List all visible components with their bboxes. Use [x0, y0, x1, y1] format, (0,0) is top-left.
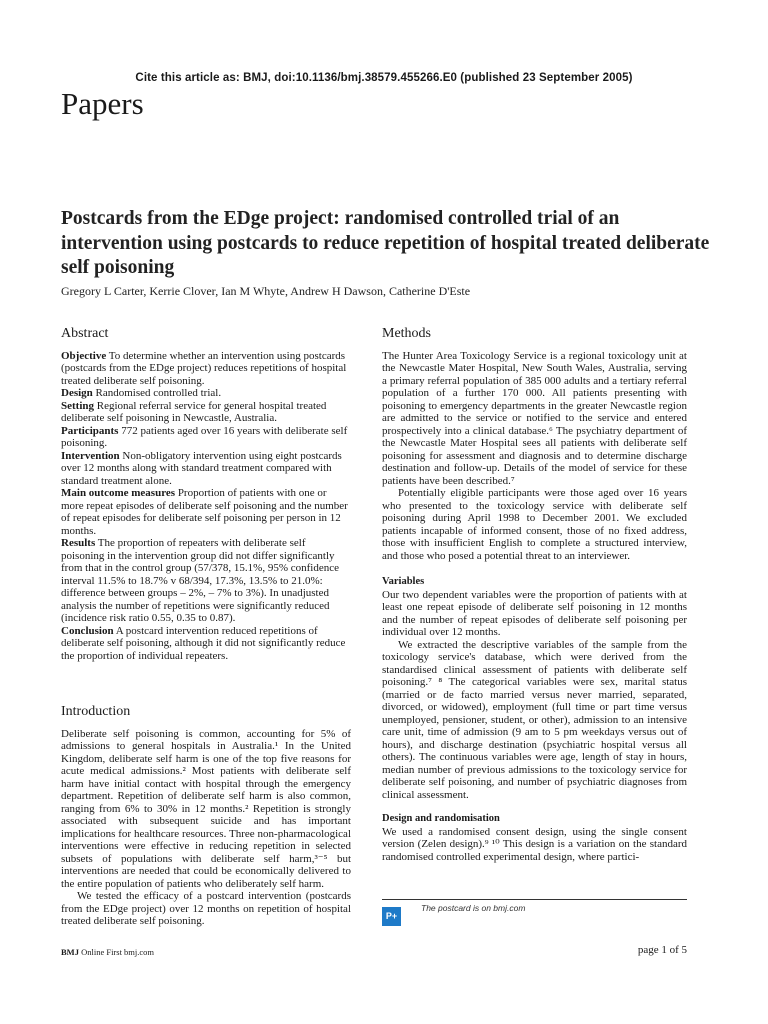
citation-line: Cite this article as: BMJ, doi:10.1136/bmj.38579.455266.E0 (published 23 September 2005) [135, 72, 633, 84]
footer-journal [61, 947, 154, 957]
abstract-item-label: Main outcome measures [61, 487, 176, 499]
abstract-item-label: Design [61, 387, 93, 399]
introduction-paragraph: We tested the efficacy of a postcard intervention (postcards from the EDge project) over 12 months on repetition of hospital treated deliberate self poisoning. [61, 890, 351, 927]
introduction-heading: Introduction [61, 704, 131, 719]
abstract-item [61, 450, 351, 488]
abstract-item-text: Non-obligatory intervention using eight postcards over 12 months along with standard treatment compared with standard treatment alone. [61, 449, 342, 487]
page-number: page 1 of 5 [637, 944, 687, 956]
abstract-item-label: Setting [61, 399, 94, 412]
abstract-item-text: Randomised controlled trial. [92, 387, 222, 399]
author-list: Gregory L Carter, Kerrie Clover, Ian M Whyte, Andrew H Dawson, Catherine D'Este [61, 284, 471, 298]
web-note-divider [382, 899, 687, 900]
web-extra-note[interactable] [382, 903, 687, 927]
introduction-section [61, 706, 351, 928]
section-label: Papers [61, 86, 144, 121]
web-extra-text: The postcard is on bmj.com [421, 903, 526, 913]
abstract-item-text: 772 patients aged over 16 years with deliberate self poisoning. [61, 424, 348, 449]
abstract-item [61, 625, 351, 663]
variables-paragraph: Our two dependent variables were the proportion of patients with at least one repeat episode of deliberate self poisoning in 12 months and the number of repeat episodes of deliberate self poisoning per individual over 12 months. [382, 588, 687, 638]
left-column [61, 328, 351, 928]
abstract-heading: Abstract [61, 326, 109, 341]
variables-paragraph: We extracted the descriptive variables of the sample from the toxicology service's database, which were derived from the standardised clinical assessment of patients with deliberate self poisoning.⁷ ⁸ The categorical variables were sex, marital status (married or de facto married versus never married, separated, divorced, or widowed), employment (full time or part time versus unemployed, pensioner, student, or other), admission to an intensive care unit, time of admission (9 am to 5 pm weekdays versus out of hours), and discharge destination (psychiatric hospital versus all others). The continuous variables were age, length of stay in hours, median number of previous admissions to the toxicology service for deliberate self poisoning, and number of psychiatric diagnoses from clinical assessment. [382, 638, 687, 801]
abstract-item [61, 487, 351, 537]
abstract-item [61, 350, 351, 388]
methods-paragraph: The Hunter Area Toxicology Service is a regional toxicology unit at the Newcastle Mater Hospital, New South Wales, Australia, serving a primary referral population of 385 000 adults and a tertiary referral population of a further 170 000. All patients presenting with poisoning to emergency departments in the greater Newcastle region are admitted to the service or notified to the service and entered prospectively into a clinical database.⁶ The psychiatry department of the Newcastle Mater Hospital sees all patients with deliberate self poisoning for assessment and diagnosis and to determine discharge destination and follow-up. Details of the model of service for these patients have been described.⁷ [382, 349, 687, 487]
article-title: Postcards from the EDge project: randomised controlled trial of an intervention using postcards to reduce repetition of hospital treated deliberate self poisoning [61, 208, 710, 278]
variables-heading: Variables [382, 576, 425, 587]
abstract-item-label: Participants [61, 424, 119, 437]
abstract-item [61, 400, 351, 425]
methods-heading: Methods [382, 326, 431, 341]
abstract-item [61, 537, 351, 625]
right-column [382, 328, 687, 863]
web-extra-icon: P+ [382, 907, 401, 926]
abstract-item-text: A postcard intervention reduced repetitions of deliberate self poisoning, although it did not significantly reduce the proportion of individual repeaters. [61, 624, 346, 662]
abstract-item [61, 425, 351, 450]
abstract-item-text: Proportion of patients with one or more repeat episodes of deliberate self poisoning and the number of repeat episodes for deliberate self poisoning per person in 12 months. [61, 487, 348, 537]
abstract-item-label: Results [61, 537, 96, 549]
abstract-item-label: Intervention [61, 449, 120, 462]
introduction-paragraph: Deliberate self poisoning is common, accounting for 5% of admissions to general hospitals in Australia.¹ In the United Kingdom, deliberate self harm is one of the top five reasons for acute medical admissions.² Most patients with deliberate self harm have initial contact with hospital through the emergency department. Repetition of deliberate self harm is also common, ranging from 6% to 30% in 12 months.² Repetition is strongly associated with subsequent suicide and has important implications for healthcare resources. Three non-pharmacological interventions were effective in reducing repetition in selected subsets of populations with deliberate self harm,³⁻⁵ but interventions are needed that could be economically delivered to the entire population of patients who deliberately self harm. [61, 727, 351, 890]
abstract-item-label: Objective [61, 349, 107, 362]
footer-journal-name: BMJ [61, 947, 79, 957]
abstract [61, 350, 351, 663]
design-heading: Design and randomisation [382, 813, 500, 824]
footer-journal-rest: Online First bmj.com [81, 947, 155, 957]
abstract-item [61, 387, 351, 400]
abstract-item-label: Conclusion [61, 624, 114, 637]
abstract-item-text: To determine whether an intervention using postcards (postcards from the EDge project) reduces repetitions of hospital treated deliberate self poisoning. [61, 349, 347, 387]
design-paragraph: We used a randomised consent design, using the single consent version (Zelen design).⁹ ¹⁰ This design is a variation on the standard randomised controlled experimental design, where partici- [382, 825, 687, 863]
abstract-item-text: The proportion of repeaters with deliberate self poisoning in the intervention group did not differ significantly from that in the control group (57/378, 15.1%, 95% confidence interval 11.5% to 18.7% v 68/394, 17.3%, 13.5% to 21.0%: difference between groups – 2%, – 7% to 3%). In unadjusted analysis the number of repetitions were significantly reduced (incidence risk ratio 0.55, 0.35 to 0.87). [61, 537, 339, 624]
abstract-item-text: Regional referral service for general hospital treated deliberate self poisoning in Newcastle, Australia. [61, 399, 327, 424]
methods-paragraph: Potentially eligible participants were those aged over 16 years who presented to the toxicology service with deliberate self poisoning during April 1998 to December 2001. We excluded patients incapable of informed consent, those of no fixed address, those with insufficient English to complete a structured interview, and those who posed a potential threat to an interviewer. [382, 487, 687, 562]
